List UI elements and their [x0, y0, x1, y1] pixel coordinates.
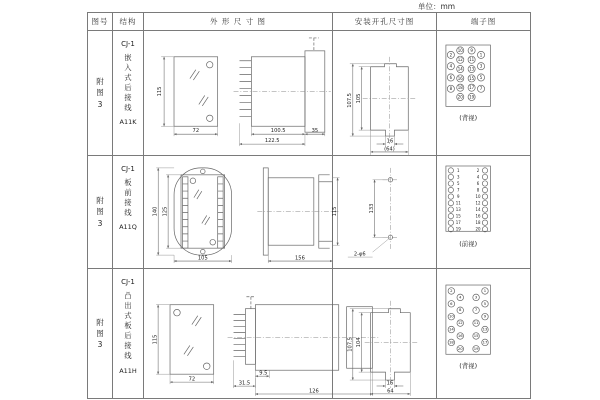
row2-terminal-cell [437, 156, 531, 269]
row3-structure [113, 269, 144, 399]
install-drawing-a11k [333, 31, 436, 155]
dim-flange-depth: 35 [311, 128, 319, 135]
dim-hole-distance: 133 [369, 203, 376, 214]
dim-front-width: 72 [188, 376, 196, 383]
svg-text:19: 19 [469, 94, 475, 100]
dim-front-height: 115 [152, 334, 159, 345]
dim-outer-height: 140 [152, 206, 159, 217]
svg-text:2: 2 [476, 167, 480, 173]
svg-text:5: 5 [457, 181, 460, 187]
svg-text:13: 13 [455, 207, 461, 213]
svg-text:7: 7 [479, 86, 483, 92]
dim-body-length: 100.5 [270, 128, 286, 135]
svg-text:1: 1 [483, 288, 487, 293]
svg-text:18: 18 [475, 220, 481, 226]
svg-text:17: 17 [469, 85, 475, 91]
row2-code: A11Q [119, 223, 137, 232]
dim-side-height: 115 [332, 206, 339, 217]
svg-text:19: 19 [473, 346, 479, 351]
svg-text:13: 13 [482, 327, 488, 332]
svg-text:14: 14 [475, 207, 481, 213]
row2-structure [113, 156, 144, 269]
svg-text:15: 15 [473, 333, 479, 338]
terminal-diagram-a11q [437, 156, 530, 268]
svg-text:3: 3 [457, 174, 460, 180]
svg-text:9: 9 [483, 314, 487, 319]
row3-terminal-cell [437, 269, 531, 399]
dim-blade-length: 31.5 [238, 380, 251, 387]
svg-text:11: 11 [455, 200, 461, 206]
svg-text:9: 9 [470, 47, 473, 53]
svg-text:3: 3 [474, 295, 478, 300]
dim-gap: 9.5 [259, 370, 268, 377]
row3-fig-label: 附图3 [96, 317, 104, 350]
row2-fig-label: 附图3 [96, 196, 104, 228]
row1-terminal-cell [437, 31, 531, 156]
header-install-dims: 安装开孔尺寸图 [333, 13, 437, 31]
terminal-diagram-a11k [437, 31, 530, 155]
svg-text:10: 10 [448, 314, 454, 319]
hole-spec-label: 2-φ6 [353, 251, 366, 258]
row1-code: A11K [119, 118, 137, 127]
install-drawing-a11q [333, 156, 436, 268]
row3-structure-desc: 凸出式板后接线 [124, 291, 132, 361]
outline-drawing-a11h [144, 269, 332, 398]
dim-side-length: 156 [295, 255, 305, 262]
svg-text:4: 4 [459, 295, 462, 300]
row3-install-cell [333, 269, 437, 399]
svg-text:1: 1 [457, 167, 460, 173]
svg-text:13: 13 [469, 66, 475, 72]
header-outline-dims: 外 形 尺 寸 图 [144, 13, 333, 31]
dim-slot-width: 16 [386, 380, 394, 387]
svg-text:17: 17 [455, 220, 461, 226]
dim-total-length: 122.5 [264, 138, 280, 145]
row1-structure-desc: 嵌入式后接线 [124, 53, 132, 113]
svg-text:7: 7 [457, 187, 460, 193]
terminal-view-label: (背视) [459, 362, 478, 371]
svg-text:20: 20 [475, 226, 481, 232]
svg-text:18: 18 [457, 85, 463, 91]
outline-drawing-a11k [144, 31, 332, 155]
row1-structure [113, 31, 144, 156]
row3-model: CJ-1 [121, 278, 135, 286]
row1-install-cell [333, 31, 437, 156]
row2-fig-no [88, 156, 113, 269]
svg-text:8: 8 [459, 308, 462, 313]
spec-table [87, 12, 531, 399]
header-fig-no: 图号 [88, 13, 113, 31]
dim-slot-width: 16 [386, 138, 394, 145]
terminal-view-label: (前视) [459, 240, 478, 249]
row2-model: CJ-1 [121, 165, 135, 173]
terminal-view-label: (背视) [459, 114, 478, 123]
dim-outer-height: 107.5 [346, 93, 353, 108]
dim-inner-height: 105 [356, 93, 363, 104]
header-structure: 结构 [113, 13, 144, 31]
svg-text:12: 12 [457, 321, 463, 326]
dim-front-width: 105 [197, 255, 208, 262]
dim-outer-width: (64) [384, 146, 395, 153]
terminal-diagram-a11h [437, 269, 530, 398]
svg-text:16: 16 [457, 333, 463, 338]
row1-fig-no [88, 31, 113, 156]
row2-outline-cell [144, 156, 339, 269]
svg-text:15: 15 [469, 75, 475, 81]
row3-code: A11H [119, 366, 137, 375]
dim-inner-height: 125 [162, 206, 169, 217]
unit-label: 单位：mm [418, 2, 456, 11]
row1-outline-cell [144, 31, 333, 156]
svg-text:1: 1 [479, 52, 483, 58]
dim-front-height: 115 [157, 86, 164, 97]
svg-text:8: 8 [449, 86, 453, 92]
dim-body-length: 126 [308, 388, 319, 395]
row1-model: CJ-1 [121, 40, 135, 48]
row2-structure-desc: 板前接线 [124, 178, 132, 218]
svg-text:7: 7 [474, 308, 478, 313]
svg-text:12: 12 [457, 57, 463, 63]
svg-text:9: 9 [457, 194, 460, 200]
svg-text:16: 16 [457, 75, 463, 81]
dim-front-width: 72 [192, 128, 200, 135]
svg-text:8: 8 [476, 187, 480, 193]
svg-text:6: 6 [449, 74, 453, 80]
svg-text:18: 18 [448, 340, 454, 345]
row2-install-cell [333, 156, 437, 269]
svg-text:10: 10 [475, 194, 481, 200]
svg-text:19: 19 [455, 226, 461, 232]
svg-text:2: 2 [450, 288, 453, 293]
svg-text:14: 14 [457, 66, 463, 72]
row3-outline-cell [144, 269, 333, 399]
svg-text:2: 2 [449, 52, 453, 58]
svg-text:15: 15 [455, 213, 461, 219]
row1-fig-label: 附图3 [96, 77, 104, 109]
svg-text:5: 5 [479, 74, 483, 80]
svg-text:12: 12 [475, 200, 481, 206]
svg-text:11: 11 [469, 57, 475, 63]
svg-text:20: 20 [457, 94, 463, 100]
dim-outer-height: 107.5 [347, 337, 354, 352]
svg-text:14: 14 [448, 327, 454, 332]
dim-outer-width: 64 [387, 388, 394, 395]
svg-text:4: 4 [476, 174, 480, 180]
install-drawing-a11h [333, 269, 436, 398]
svg-text:6: 6 [450, 301, 453, 306]
svg-text:17: 17 [482, 340, 488, 345]
svg-text:5: 5 [483, 301, 487, 306]
svg-text:11: 11 [473, 321, 479, 326]
svg-text:6: 6 [476, 181, 480, 187]
svg-text:3: 3 [479, 63, 483, 69]
dim-inner-height: 104 [356, 337, 363, 348]
header-terminal-diagram: 端子图 [437, 13, 531, 31]
svg-text:10: 10 [457, 47, 463, 53]
outline-drawing-a11q [144, 156, 339, 268]
row3-fig-no [88, 269, 113, 399]
svg-text:4: 4 [449, 63, 453, 69]
svg-text:20: 20 [457, 346, 463, 351]
svg-text:16: 16 [475, 213, 481, 219]
